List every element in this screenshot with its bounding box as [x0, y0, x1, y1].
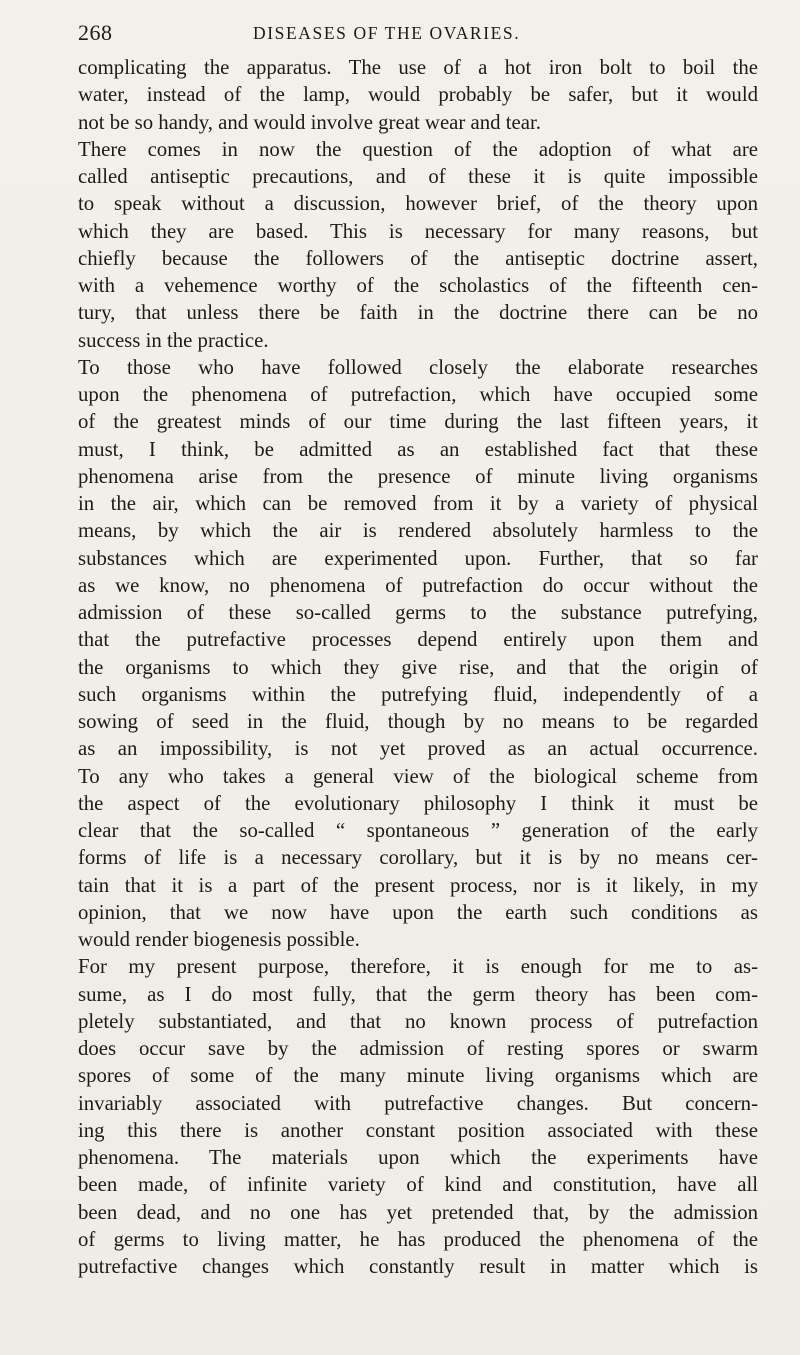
text-line: chiefly because the followers of the antiseptic doctrine assert,: [78, 246, 758, 270]
text-line: as an impossibility, is not yet proved as an actual occurrence.: [78, 737, 758, 761]
text-line: sume, as I do most fully, that the germ theory has been com-: [78, 982, 758, 1006]
text-line: substances which are experimented upon. Further, that so far: [78, 546, 758, 570]
text-line: spores of some of the many minute living organisms which are: [78, 1064, 758, 1088]
text-line: For my present purpose, therefore, it is enough for me to as-: [78, 955, 758, 979]
text-line: forms of life is a necessary corollary, but it is by no means cer-: [78, 846, 758, 870]
text-line: admission of these so-called germs to the substance putrefying,: [78, 601, 758, 624]
text-line: complicating the apparatus. The use of a hot iron bolt to boil the: [78, 56, 758, 79]
text-line: To any who takes a general view of the biological scheme from: [78, 764, 758, 788]
text-line: putrefactive changes which constantly result in matter which is: [78, 1255, 758, 1278]
text-line: success in the practice.: [78, 328, 269, 352]
text-line: invariably associated with putrefactive changes. But concern-: [78, 1091, 758, 1115]
text-line: the aspect of the evolutionary philosophy I think it must be: [78, 791, 758, 815]
page-header: [78, 20, 758, 48]
page-number: 268: [78, 20, 113, 45]
text-line: pletely substantiated, and that no known process of putrefaction: [78, 1009, 758, 1033]
text-line: To those who have followed closely the elaborate researches: [78, 355, 758, 379]
text-line: with a vehemence worthy of the scholastics of the fifteenth cen-: [78, 274, 758, 297]
running-head: DISEASES OF THE OVARIES.: [253, 23, 521, 43]
text-line: as we know, no phenomena of putrefaction do occur without the: [78, 573, 758, 597]
text-line: in the air, which can be removed from it by a variety of physical: [78, 492, 758, 515]
text-line: does occur save by the admission of resting spores or swarm: [78, 1037, 758, 1060]
text-line: which they are based. This is necessary for many reasons, but: [78, 219, 758, 243]
text-line: would render biogenesis possible.: [78, 928, 360, 951]
text-line: of germs to living matter, he has produced the phenomena of the: [78, 1227, 758, 1251]
text-line: water, instead of the lamp, would probably be safer, but it would: [78, 83, 758, 107]
text-line: called antiseptic precautions, and of these it is quite impossible: [78, 165, 758, 188]
text-line: must, I think, be admitted as an established fact that these: [78, 437, 758, 461]
body-text: [78, 54, 758, 1280]
text-line: tain that it is a part of the present process, nor is it likely, in my: [78, 873, 758, 897]
text-line: upon the phenomena of putrefaction, which have occupied some: [78, 383, 758, 406]
text-line: such organisms within the putrefying fluid, independently of a: [78, 682, 758, 706]
text-line: ing this there is another constant position associated with these: [78, 1118, 758, 1142]
text-line: that the putrefactive processes depend entirely upon them and: [78, 628, 758, 652]
text-line: phenomena. The materials upon which the experiments have: [78, 1146, 758, 1169]
text-line: of the greatest minds of our time during the last fifteen years, it: [78, 410, 758, 434]
text-line: phenomena arise from the presence of minute living organisms: [78, 464, 758, 488]
text-line: not be so handy, and would involve great wear and tear.: [78, 110, 541, 134]
text-line: tury, that unless there be faith in the doctrine there can be no: [78, 301, 758, 325]
text-line: to speak without a discussion, however brief, of the theory upon: [78, 192, 758, 216]
text-line: There comes in now the question of the adoption of what are: [78, 137, 758, 161]
text-line: the organisms to which they give rise, and that the origin of: [78, 655, 758, 679]
text-line: been made, of infinite variety of kind and constitution, have all: [78, 1173, 758, 1197]
text-line: opinion, that we now have upon the earth such conditions as: [78, 900, 758, 924]
text-line: been dead, and no one has yet pretended that, by the admission: [78, 1200, 758, 1224]
text-line: means, by which the air is rendered absolutely harmless to the: [78, 519, 758, 543]
text-line: sowing of seed in the fluid, though by no means to be regarded: [78, 710, 758, 733]
text-line: clear that the so-called “ spontaneous ” generation of the early: [78, 819, 758, 842]
